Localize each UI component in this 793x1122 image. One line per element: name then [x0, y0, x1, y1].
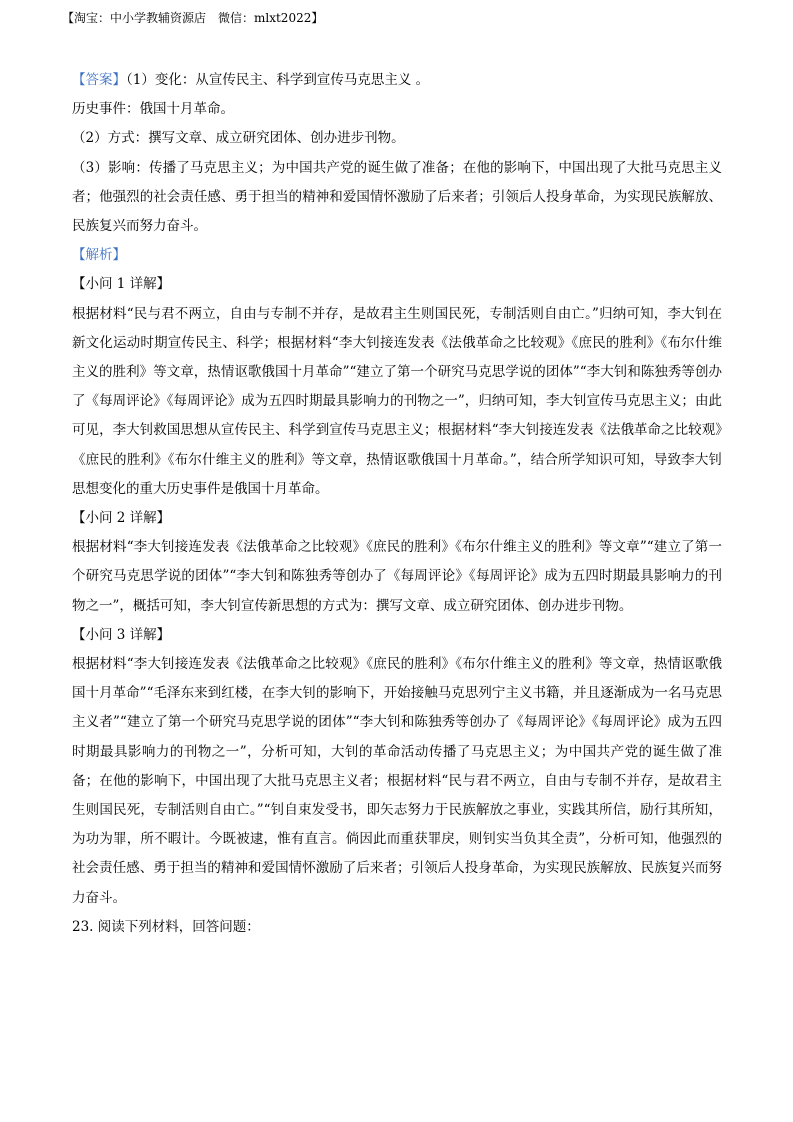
next-question: 23. 阅读下列材料，回答问题：: [72, 918, 260, 935]
answer-tag: 【答案】: [72, 72, 126, 88]
answer-line-3: （2）方式：撰写文章、成立研究团体、创办进步刊物。: [72, 130, 405, 147]
q1-text: 根据材料“民与君不两立，自由与专制不并存，是故君主生则国民死，专制活则自由亡。”归纳可知，李大钊在新文化运动时期宣传民主、科学；根据材料“李大钊接连发表《法俄革命之比较观》《庶民的胜利》《布尔什维主义的胜利》等文章，热情讴歌俄国十月革命”“建立了第一个研究马克思学说的团体”“李大钊和陈独秀等创办了《每周评论》《每周评论》成为五四时期最具影响力的刊物之一”，归纳可知，李大钊宣传马克思主义；由此可见，李大钊救国思想从宣传民主、科学到宣传马克思主义；根据材料“李大钊接连发表《法俄革命之比较观》《庶民的胜利》《布尔什维主义的胜利》等文章，热情讴歌俄国十月革命。”，结合所学知识可知，导致李大钊思想变化的重大历史事件是俄国十月革命。: [72, 305, 722, 497]
q1-title: 【小问 1 详解】: [72, 276, 171, 293]
page-header: 【淘宝：中小学教辅资源店 微信：mlxt2022】: [62, 11, 324, 25]
document-body: [72, 66, 722, 942]
q2-title: 【小问 2 详解】: [72, 510, 171, 527]
answer-line-2: 历史事件：俄国十月革命。: [72, 101, 234, 118]
answer-part-1: （1）变化：从宣传民主、科学到宣传马克思主义 。: [126, 72, 430, 88]
q3-text: 根据材料“李大钊接连发表《法俄革命之比较观》《庶民的胜利》《布尔什维主义的胜利》等文章，热情讴歌俄国十月革命”“毛泽东来到红楼，在李大钊的影响下，开始接触马克思列宁主义书籍，并且逐渐成为一名马克思主义者”“建立了第一个研究马克思学说的团体”“李大钊和陈独秀等创办了《每周评论》《每周评论》成为五四时期最具影响力的刊物之一”，分析可知，大钊的革命活动传播了马克思主义；为中国共产党的诞生做了准备；在他的影响下，中国出现了大批马克思主义者；根据材料“民与君不两立，自由与专制不并存，是故君主生则国民死，专制活则自由亡。”“钊自束发受书，即矢志努力于民族解放之事业，实践其所信，励行其所知，为功为罪，所不暇计。今既被逮，惟有直言。倘因此而重获罪戾，则钊实当负其全责”，分析可知，他强烈的社会责任感、勇于担当的精神和爱国情怀激励了后来者；引领后人投身革命，为实现民族解放、民族复兴而努力奋斗。: [72, 656, 722, 906]
q3-title: 【小问 3 详解】: [72, 626, 171, 643]
answer-line-4: （3）影响：传播了马克思主义；为中国共产党的诞生做了准备；在他的影响下，中国出现了大批马克思主义者；他强烈的社会责任感、勇于担当的精神和爱国情怀激励了后来者；引领后人投身革命，为实现民族解放、民族复兴而努力奋斗。: [72, 159, 722, 235]
answer-line-1: [72, 66, 722, 95]
analysis-tag: 【解析】: [72, 247, 126, 264]
q2-text: 根据材料“李大钊接连发表《法俄革命之比较观》《庶民的胜利》《布尔什维主义的胜利》等文章”“建立了第一个研究马克思学说的团体”“李大钊和陈独秀等创办了《每周评论》《每周评论》成为五四时期最具影响力的刊物之一”，概括可知，李大钊宣传新思想的方式为：撰写文章、成立研究团体、创办进步刊物。: [72, 539, 722, 614]
